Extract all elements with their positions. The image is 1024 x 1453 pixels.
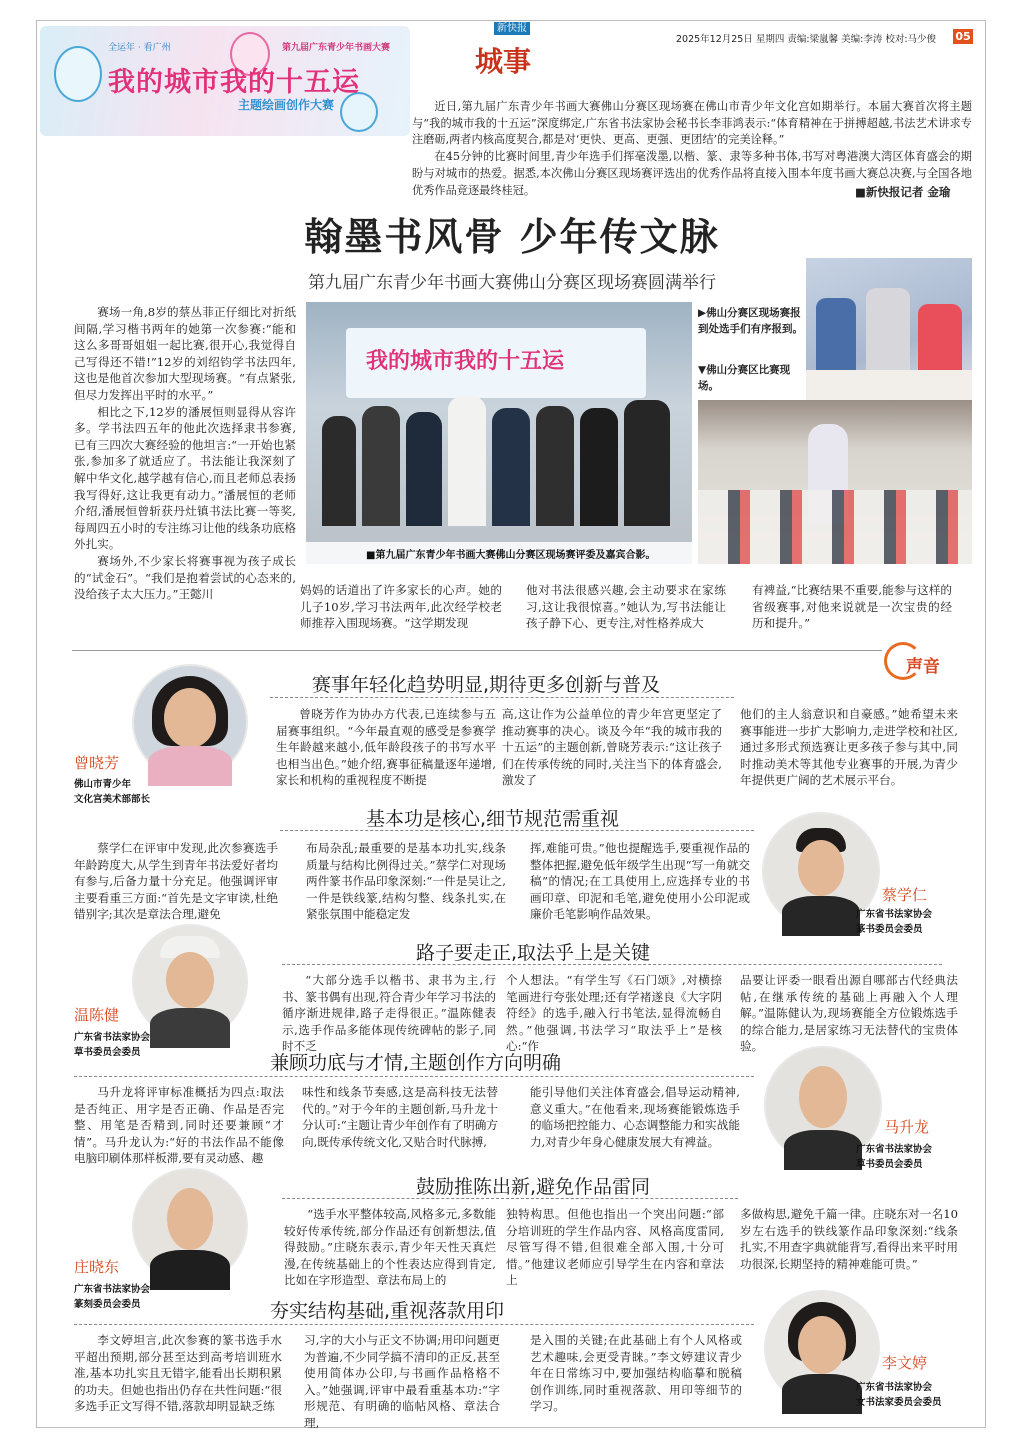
theme-banner <box>40 26 410 136</box>
story-col4-text: 有裨益,“比赛结果不重要,能参与这样的省级赛事,对他来说就是一次宝贵的经历和提升。” <box>752 583 952 631</box>
voice6-name: 李文婷 <box>882 1354 928 1372</box>
voice4-name: 马升龙 <box>884 1118 930 1136</box>
voice4-col3: 能引导他们关注体育盛会,倡导运动精神,意义重大。”在他看来,现场赛能锻炼选手的临场把控能力、心态调整能力和实战能力,对青少年身心健康发展大有裨益。 <box>530 1085 740 1149</box>
avatar-zeng <box>132 664 248 780</box>
voice3-name: 温陈健 <box>74 1006 120 1024</box>
banner-tag-left: 全运年 · 看广州 <box>108 43 171 53</box>
story-column-4 <box>752 582 952 632</box>
paper-badge: 新快报 <box>494 22 530 35</box>
caption-registration: ▶佛山分赛区现场赛报到处选手们有序报到。 <box>698 307 803 335</box>
voice1-name: 曾晓芳 <box>74 754 120 772</box>
voice4-title: 广东省书法家协会 草书委员会委员 <box>856 1144 933 1170</box>
story-col2-text: 妈妈的话道出了许多家长的心声。她的儿子10岁,学习书法两年,此次经学校老师推荐入围现场赛。“这学期发现 <box>300 583 502 631</box>
voice5-col3: 多做构思,避免千篇一律。庄晓东对一名10岁左右选手的铁线篆作品印象深刻:“线条扎实,不用查字典就能背写,看得出来平时用功很深,长期坚持的精神难能可贵。” <box>740 1207 958 1271</box>
avatar-wen <box>132 924 248 1040</box>
group-photo <box>306 302 692 564</box>
story-column-3 <box>526 582 726 632</box>
banner-title: 我的城市我的十五运 <box>108 67 360 98</box>
voice5-name: 庄晓东 <box>74 1258 120 1276</box>
contest-photo <box>698 400 972 564</box>
lead-paragraph-1: 近日,第九届广东青少年书画大赛佛山分赛区现场赛在佛山市青少年文化宫如期举行。本届大赛首次将主题与“我的城市我的十五运”深度绑定,广东省书法家协会秘书长李菲鸿表示:“体育精神在于拼搏超越,书法艺术讲求专注磨砺,两者内核高度契合,都是对‘更快、更高、更强、更团结’的完美诠释。” <box>412 100 972 147</box>
mascot-left-icon <box>54 46 102 102</box>
banner-subtitle: 主题绘画创作大赛 <box>238 98 335 112</box>
section-title: 城事 <box>475 45 532 78</box>
voice6-col2: 习,字的大小与正文不协调;用印问题更为普遍,不少同学搞不清印的正反,甚至使用简体办公印,与书画作品格格不入。”她强调,评审中最看重基本功:“字形规范、有明确的临帖风格、章法合理, <box>304 1333 500 1430</box>
voice3-col2: 个人想法。“有学生写《石门颂》,对横捺笔画进行夸张处理;还有学褚遂良《大字阴符经》的选手,融入行书笔法,显得流畅自然。”他强调,书法学习“取法乎上”是核心:“作 <box>506 973 722 1054</box>
section-divider <box>72 650 882 651</box>
voice1-col3: 他们的主人翁意识和自豪感。”她希望未来赛事能进一步扩大影响力,走进学校和社区,通过多形式预选赛让更多孩子参与其中,同时推动美术等其他专业赛事的开展,为青少年提供更广阔的艺术展示平台。 <box>740 707 958 788</box>
voice1-heading: 赛事年轻化趋势明显,期待更多创新与普及 <box>312 674 661 696</box>
voice6-heading: 夯实结构基础,重视落款用印 <box>270 1300 505 1322</box>
people-row <box>322 386 676 526</box>
voice1-col2: 高,这让作为公益单位的青少年宫更坚定了推动赛事的决心。谈及今年“我的城市我的十五运”的主题创新,曾晓芳表示:“这让孩子们在传承传统的同时,关注当下的体育盛会,激发了 <box>502 707 722 788</box>
lead-paragraph-2: 在45分钟的比赛时间里,青少年选手们挥毫泼墨,以楷、篆、隶等多种书体,书写对粤港澳大湾区体育盛会的期盼与对城市的热爱。据悉,本次佛山分赛区现场赛评选出的优秀作品将直接入围本年度书画大赛总决赛,与全国各地优秀作品竞逐最终桂冠。 <box>412 150 972 197</box>
page-number: 05 <box>953 29 973 44</box>
story-column-1 <box>74 304 296 634</box>
date-line: 2025年12月25日 星期四 责编:梁嵐馨 美编:李涛 校对:马少俊 <box>676 34 937 45</box>
byline: ■新快报记者 金瑜 <box>855 185 951 199</box>
voice3-col1: “大部分选手以楷书、隶书为主,行书、篆书偶有出现,符合青少年学习书法的循序渐进规律,路子走得很正。”温陈健表示,选手作品多能体现传统碑帖的影子,同时不乏 <box>282 973 496 1054</box>
voice3-title: 广东省书法家协会 草书委员会委员 <box>74 1032 151 1058</box>
story-paragraph-2: 相比之下,12岁的潘展恒则显得从容许多。学书法四五年的他此次选择隶书参赛,已有三四次大赛经验的他坦言:“一开始也紧张,参加多了就适应了。书法能让我深刻了解中华文化,越学越有信心,而且老师总表扬我写得好,这让我更有动力。”潘展恒的老师介绍,潘展恒曾斩获丹灶镇书法比赛一等奖,每周四五小时的专注练习让他的线条功底格外扎实。 <box>74 404 296 552</box>
caption-contest: ▼佛山分赛区比赛现场。 <box>698 364 791 392</box>
avatar-zhuang <box>132 1168 248 1284</box>
backdrop-title: 我的城市我的十五运 <box>366 349 565 374</box>
voice6-col3: 是入围的关键;在此基础上有个人风格或艺术趣味,会更受青睐。”李文婷建议青少年在日常练习中,要加强结构临摹和脱稿创作训练,同时重视落款、用印等细节的学习。 <box>530 1333 742 1414</box>
voice1-title: 佛山市青少年 文化宫美术部部长 <box>74 779 151 805</box>
voice3-heading: 路子要走正,取法乎上是关键 <box>416 942 651 964</box>
voice4-col2: 味性和线条节奏感,这是高科技无法替代的。”对于今年的主题创新,马升龙十分认可:“主题让青少年创作有了明确方向,既传承传统文化,又贴合时代脉搏, <box>302 1085 498 1149</box>
voice6-col1: 李文婷坦言,此次参赛的篆书选手水平超出预期,部分甚至达到高考培训班水准,基本功扎实且无错字,能看出长期积累的功夫。但她也指出仍存在共性问题:“很多选手正文写得不错,落款却明显缺乏练 <box>74 1333 282 1414</box>
voice5-col2: 独特构思。但他也指出一个突出问题:“部分培训班的学生作品内容、风格高度雷同,尽管写得不错,但很难全部入围,十分可惜。”他建议老师应引导学生在内容和章法上 <box>506 1207 724 1288</box>
voices-tag: 声音 <box>906 657 940 677</box>
voice2-heading: 基本功是核心,细节规范需重视 <box>366 808 620 830</box>
sub-headline: 第九届广东青少年书画大赛佛山分赛区现场赛圆满举行 <box>308 273 716 293</box>
story-column-2 <box>300 582 502 632</box>
story-paragraph-3: 赛场外,不少家长将赛事视为孩子成长的“试金石”。“我们是抱着尝试的心态来的,没给孩子太大压力。”王懿川 <box>74 553 296 602</box>
registration-photo <box>806 258 972 400</box>
voice2-col3: 挥,难能可贵。”他也提醒选手,要重视作品的整体把握,避免低年级学生出现“写一角就交稿”的情况;在工具使用上,应选择专业的书画印章、印泥和毛笔,避免使用小公印泥或廉价毛笔影响作品效果。 <box>530 841 750 922</box>
story-col3-text: 他对书法很感兴趣,会主动要求在家练习,这让我很惊喜。”她认为,写书法能让孩子静下心、更专注,对性格养成大 <box>526 583 726 631</box>
voice5-col1: “选手水平整体较高,风格多元,多数能较好传承传统,部分作品还有创新想法,值得鼓励。”庄晓东表示,青少年天性天真烂漫,在传统基础上的个性表达应得到肯定,比如在字形造型、章法布局上的 <box>284 1207 496 1288</box>
voice3-col3: 品要让评委一眼看出源自哪部古代经典法帖,在继承传统的基础上再融入个人理解。”温陈健认为,现场赛能全方位锻炼选手的综合能力,是居家练习无法替代的宝贵体验。 <box>740 973 958 1054</box>
voice1-col1: 曾晓芳作为协办方代表,已连续参与五届赛事组织。“今年最直观的感受是参赛学生年龄越来越小,低年龄段孩子的书写水平也相当出色。”她介绍,赛事征稿量逐年递增,家长和机构的重视程度不断提 <box>276 707 496 788</box>
voice2-title: 广东省书法家协会 篆书委员会委员 <box>856 909 933 935</box>
main-headline: 翰墨书风骨 少年传文脉 <box>304 214 720 259</box>
voice5-title: 广东省书法家协会 篆刻委员会委员 <box>74 1284 151 1310</box>
group-photo-caption: ■第九届广东青少年书画大赛佛山分赛区现场赛评委及嘉宾合影。 <box>366 550 656 561</box>
voice4-col1: 马升龙将评审标准概括为四点:取法是否纯正、用字是否正确、作品是否完整、用笔是否精到,同时还要兼顾“才情”。马升龙认为:“好的书法作品不能像电脑印刷体那样板滞,要有灵动感、趣 <box>74 1085 284 1166</box>
voice6-title: 广东省书法家协会 女书法家委员会委员 <box>856 1382 942 1408</box>
voice5-heading: 鼓励推陈出新,避免作品雷同 <box>416 1176 651 1198</box>
voice4-heading: 兼顾功底与才情,主题创作方向明确 <box>270 1052 562 1074</box>
banner-tag-right: 第九届广东青少年书画大赛 <box>282 43 391 53</box>
voice2-col1: 蔡学仁在评审中发现,此次参赛选手年龄跨度大,从学生到青年书法爱好者均有参与,后备力量十分充足。他强调评审主要看重三方面:“首先是文字审读,杜绝错别字;其次是章法合理,避免 <box>74 841 278 922</box>
story-paragraph-1: 赛场一角,8岁的蔡丛菲正仔细比对折纸间隔,学习楷书两年的她第一次参赛:“能和这么多哥哥姐姐一起比赛,很开心,我觉得自己写得还不错!”12岁的刘绍钧学书法四年,这也是他首次参加大型现场赛。“有点紧张,但尽力发挥出平时的水平。” <box>74 305 296 402</box>
voice2-col2: 布局杂乱;最重要的是基本功扎实,线条质量与结构比例得过关。”蔡学仁对现场两件篆书作品印象深刻:“一件是吴让之,一件是铁线篆,结构匀整、线条扎实,在紧张氛围中能稳定发 <box>306 841 506 922</box>
voice2-name: 蔡学仁 <box>882 886 928 904</box>
